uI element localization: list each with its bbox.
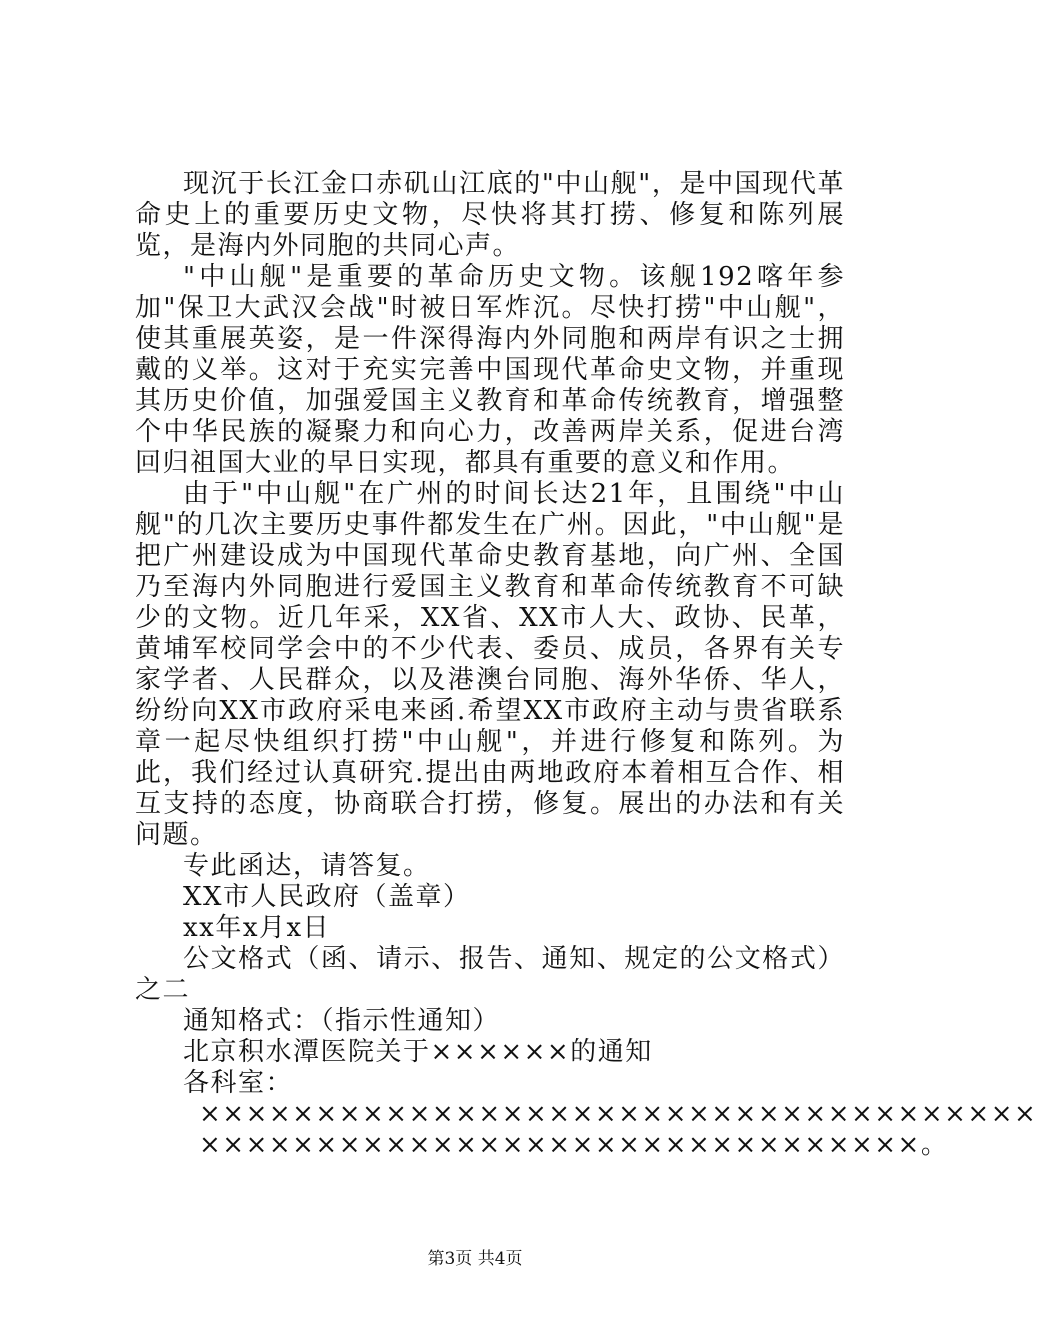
sender-signature: XX市人民政府（盖章） [183, 882, 471, 912]
notice-recipient: 各科室： [183, 1068, 294, 1098]
page-number: 第3页 共4页 [427, 1249, 523, 1269]
section-heading: 公文格式（函、请示、报告、通知、规定的公文格式）之二 [135, 944, 845, 1005]
paragraph-intro: 现沉于长江金口赤矶山江底的"中山舰"，是中国现代革命史上的重要历史文物，尽快将其打捞、修复和陈列展览，是海内外同胞的共同心声。 [135, 169, 845, 261]
document-body [135, 169, 1037, 1161]
notice-body-placeholder-1: ×××××××××××××××××××××××××××××××××××× [199, 1099, 1037, 1129]
notice-title: 北京积水潭医院关于××××××的通知 [183, 1037, 653, 1067]
paragraph-guangzhou: 由于"中山舰"在广州的时间长达21年，且围绕"中山舰"的几次主要历史事件都发生在广州。因此，"中山舰"是把广州建设成为中国现代革命史教育基地，向广州、全国乃至海内外同胞进行爱国主义教育和革命传统教育不可缺少的文物。近几年采，XX省、XX市人大、政协、民革，黄埔军校同学会中的不少代表、委员、成员，各界有关专家学者、人民群众，以及港澳台同胞、海外华侨、华人，纷纷向XX市政府采电来函.希望XX市政府主动与贵省联系章一起尽快组织打捞"中山舰"，并进行修复和陈列。为此，我们经过认真研究.提出由两地政府本着相互合作、相互支持的态度，协商联合打捞，修复。展出的办法和有关问题。 [135, 479, 845, 850]
notice-body-placeholder-2: ×××××××××××××××××××××××××××××××。 [199, 1130, 949, 1160]
paragraph-significance: "中山舰"是重要的革命历史文物。该舰192喀年参加"保卫大武汉会战"时被日军炸沉。尽快打捞"中山舰"，使其重展英姿，是一件深得海内外同胞和两岸有识之士拥戴的义举。这对于充实完善中国现代革命史文物，并重现其历史价值，加强爱国主义教育和革命传统教育，增强整个中华民族的凝聚力和向心力，改善两岸关系，促进台湾回归祖国大业的早日实现，都具有重要的意义和作用。 [135, 262, 845, 478]
document-date: xx年x月x日 [183, 913, 331, 943]
notice-format-label: 通知格式：（指示性通知） [183, 1006, 501, 1036]
closing-line: 专此函达，请答复。 [183, 851, 431, 881]
